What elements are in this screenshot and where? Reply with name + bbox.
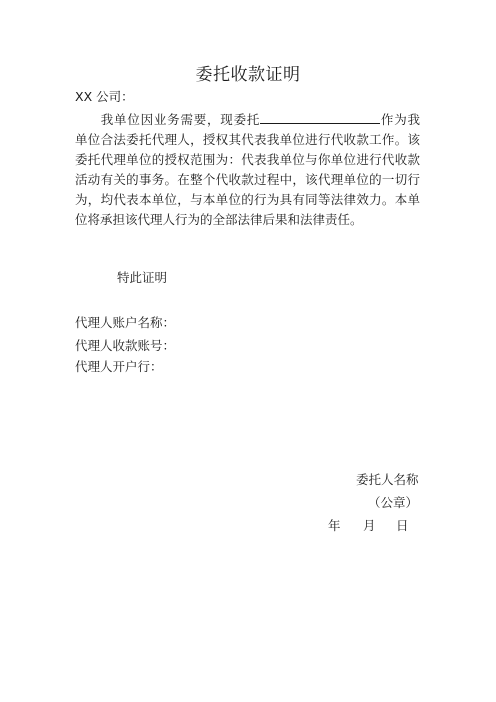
date-day-label: 日 [396,518,409,533]
official-seal-label: （公章） [368,495,419,510]
body-text-part2: 作为我单位合法委托代理人，授权其代表我单位进行代收款工作。该委托代理单位的授权范围为：代表我单位与你单位进行代收款活动有关的事务。在整个代收款过程中，该代理单位的一切行为，均代表本单位，与本单位的行为具有同等法律效力。本单位将承担该代理人行为的全部法律后果和法律责任。 [75,112,420,227]
closing-text: 特此证明 [117,270,168,285]
date-month-label: 月 [363,518,376,533]
salutation: XX 公司： [75,89,134,104]
body-paragraph [75,110,420,230]
principal-name-label: 委托人名称 [356,472,419,487]
agent-account-name-label: 代理人账户名称： [75,315,176,330]
agent-bank-label: 代理人开户行： [75,359,163,374]
document-title: 委托收款证明 [195,65,301,85]
date-year-label: 年 [328,518,341,533]
agent-name-blank [260,110,380,124]
body-text-part1: 我单位因业务需要，现委托 [100,112,261,127]
agent-account-number-label: 代理人收款账号： [75,338,176,353]
